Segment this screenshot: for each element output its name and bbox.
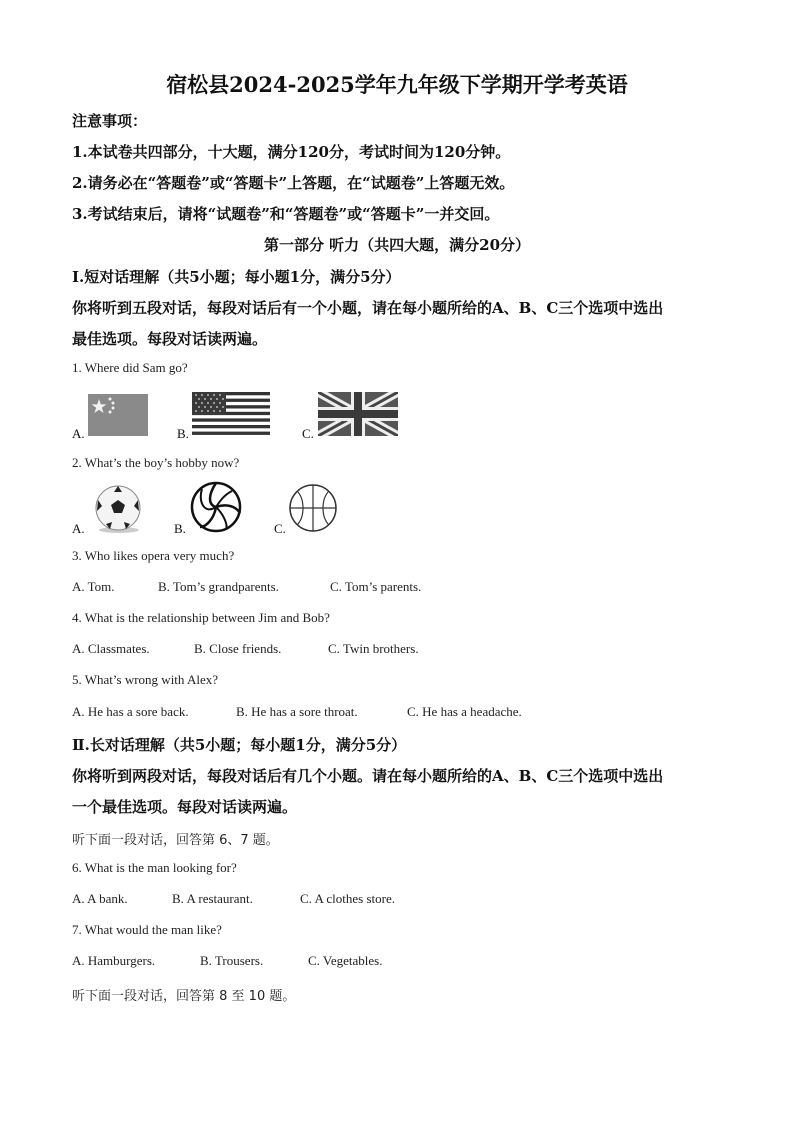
question-5: 5. What’s wrong with Alex? xyxy=(72,672,218,687)
q5-option-b: B. He has a sore throat. xyxy=(236,704,358,719)
notes-heading: 注意事项： xyxy=(72,112,148,130)
usa-flag-icon xyxy=(192,392,270,435)
question-2: 2. What’s the boy’s hobby now? xyxy=(72,455,240,470)
q6-option-a: A. A bank. xyxy=(72,891,128,906)
q6-option-c: C. A clothes store. xyxy=(300,891,395,906)
section1-instruction-line2: 最佳选项。每段对话读两遍。 xyxy=(72,330,268,348)
q7-option-c: C. Vegetables. xyxy=(308,953,383,968)
basketball-icon xyxy=(287,483,339,533)
question-4: 4. What is the relationship between Jim and Bob? xyxy=(72,610,330,625)
section2-instruction-line2: 一个最佳选项。每段对话读两遍。 xyxy=(72,798,298,816)
q2-option-a-label: A. xyxy=(72,521,85,536)
china-flag-icon xyxy=(88,394,148,436)
part1-heading: 第一部分 听力（共四大题，满分20分） xyxy=(263,236,531,254)
q4-option-a: A. Classmates. xyxy=(72,641,150,656)
q5-option-a: A. He has a sore back. xyxy=(72,704,189,719)
volleyball-icon xyxy=(188,481,244,533)
q7-option-a: A. Hamburgers. xyxy=(72,953,156,968)
question-3: 3. Who likes opera very much? xyxy=(72,548,235,563)
note-item-2: 2.请务必在“答题卷”或“答题卡”上答题，在“试题卷”上答题无效。 xyxy=(72,174,515,192)
q5-option-c: C. He has a headache. xyxy=(407,704,522,719)
soccer-ball-icon xyxy=(92,484,144,534)
page-title: 宿松县2024-2025学年九年级下学期开学考英语 xyxy=(166,72,628,97)
q2-option-c-label: C. xyxy=(274,521,286,536)
question-7: 7. What would the man like? xyxy=(72,922,222,937)
listen-note-2: 听下面一段对话，回答第 8 至 10 题。 xyxy=(72,989,296,1004)
section1-instruction-line1: 你将听到五段对话，每段对话后有一个小题，请在每小题所给的A、B、C三个选项中选出 xyxy=(72,299,664,317)
question-6: 6. What is the man looking for? xyxy=(72,860,237,875)
q2-option-b-label: B. xyxy=(174,521,186,536)
q3-option-c: C. Tom’s parents. xyxy=(330,579,422,594)
q3-option-b: B. Tom’s grandparents. xyxy=(158,579,279,594)
section2-instruction-line1: 你将听到两段对话，每段对话后有几个小题。请在每小题所给的A、B、C三个选项中选出 xyxy=(72,767,664,785)
q6-option-b: B. A restaurant. xyxy=(172,891,253,906)
q1-option-c-label: C. xyxy=(302,426,314,441)
listen-note-1: 听下面一段对话，回答第 6、7 题。 xyxy=(72,833,279,848)
q3-option-a: A. Tom. xyxy=(72,579,115,594)
note-item-3: 3.考试结束后，请将“试题卷”和“答题卷”或“答题卡”一并交回。 xyxy=(72,205,500,223)
question-1: 1. Where did Sam go? xyxy=(72,360,188,375)
q4-option-b: B. Close friends. xyxy=(194,641,282,656)
section1-heading: Ⅰ.短对话理解（共5小题；每小题1分，满分5分） xyxy=(72,268,401,286)
q7-option-b: B. Trousers. xyxy=(200,953,264,968)
section2-heading: Ⅱ.长对话理解（共5小题；每小题1分，满分5分） xyxy=(72,736,407,754)
q1-option-b-label: B. xyxy=(177,426,189,441)
q1-option-a-label: A. xyxy=(72,426,85,441)
note-item-1: 1.本试卷共四部分，十大题，满分120分，考试时间为120分钟。 xyxy=(72,143,511,161)
q4-option-c: C. Twin brothers. xyxy=(328,641,419,656)
uk-flag-icon xyxy=(318,392,398,436)
